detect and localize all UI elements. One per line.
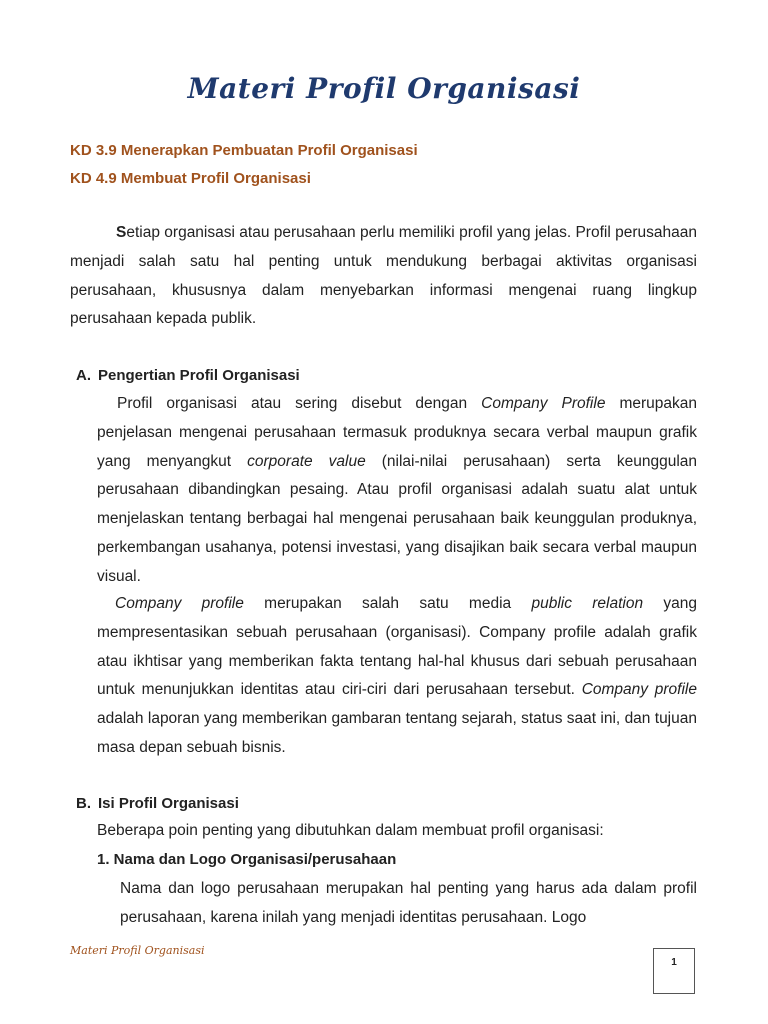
p2-italic-3: Company profile [581, 681, 697, 699]
item-1-heading: 1. Nama dan Logo Organisasi/perusahaan [97, 851, 397, 868]
p1-italic-2: corporate value [247, 452, 366, 470]
p1-text-3: (nilai-nilai perusahaan) serta keunggulan perusahaan dibandingkan pesaing. Atau profil organisasi adalah suatu alat untuk menjelaskan tentang berbagai hal mengenai perusahaan baik keunggulan produknya, perkembangan usahanya, potensi investasi, yang disajikan baik secara verbal maupun visual. [97, 452, 697, 585]
section-b-title: Isi Profil Organisasi [98, 795, 239, 812]
p1-text-2: merupakan penjelasan mengenai perusahaan termasuk produknya secara verbal maupun grafik yang menyangkut [97, 395, 698, 470]
section-b-intro: Beberapa poin penting yang dibutuhkan dalam membuat profil organisasi: [97, 822, 604, 839]
p2-text-2: yang mempresentasikan sebuah perusahaan (organisasi). Company profile adalah grafik atau ikhtisar yang memberikan fakta tentang hal-hal khusus dari sebuah perusahaan untuk menunjukkan identitas atau ciri-ciri dari perusahaan tersebut. [97, 595, 697, 699]
page-number: 1 [671, 957, 677, 968]
p2-text-3: adalah laporan yang memberikan gambaran tentang sejarah, status saat ini, dan tujuan masa depan sebuah bisnis. [97, 710, 697, 756]
p2-italic-2: public relation [531, 595, 644, 612]
p2-italic-1: Company profile [115, 595, 244, 612]
section-a-marker: A. [76, 367, 91, 384]
section-b-heading [76, 795, 239, 812]
section-a-paragraph-1 [97, 390, 697, 592]
section-b-marker: B. [76, 795, 91, 812]
section-a-title: Pengertian Profil Organisasi [98, 367, 300, 384]
kd-line-1: KD 3.9 Menerapkan Pembuatan Profil Organisasi [70, 142, 418, 159]
kd-line-2: KD 4.9 Membuat Profil Organisasi [70, 170, 311, 187]
p1-italic-1: Company Profile [481, 395, 606, 412]
item-1-paragraph: Nama dan logo perusahaan merupakan hal penting yang harus ada dalam profil perusahaan, karena inilah yang menjadi identitas perusahaan. Logo [120, 880, 697, 926]
intro-paragraph [70, 219, 697, 334]
section-a-heading [76, 367, 300, 384]
intro-first-letter: S [116, 224, 127, 241]
p2-text-1: merupakan salah satu media [243, 595, 532, 612]
p1-text-1: Profil organisasi atau sering disebut dengan [117, 395, 482, 412]
document-title: Materi Profil Organisasi [187, 72, 581, 105]
footer-running-title: Materi Profil Organisasi [70, 944, 205, 957]
section-a-paragraph-2 [97, 590, 697, 763]
page-number-box [653, 948, 695, 994]
intro-text: etiap organisasi atau perusahaan perlu memiliki profil yang jelas. Profil perusahaan menjadi salah satu hal penting untuk mendukung berbagai aktivitas organisasi perusahaan, khususnya dalam menyebarkan informasi mengenai ruang lingkup perusahaan kepada publik. [70, 224, 697, 328]
